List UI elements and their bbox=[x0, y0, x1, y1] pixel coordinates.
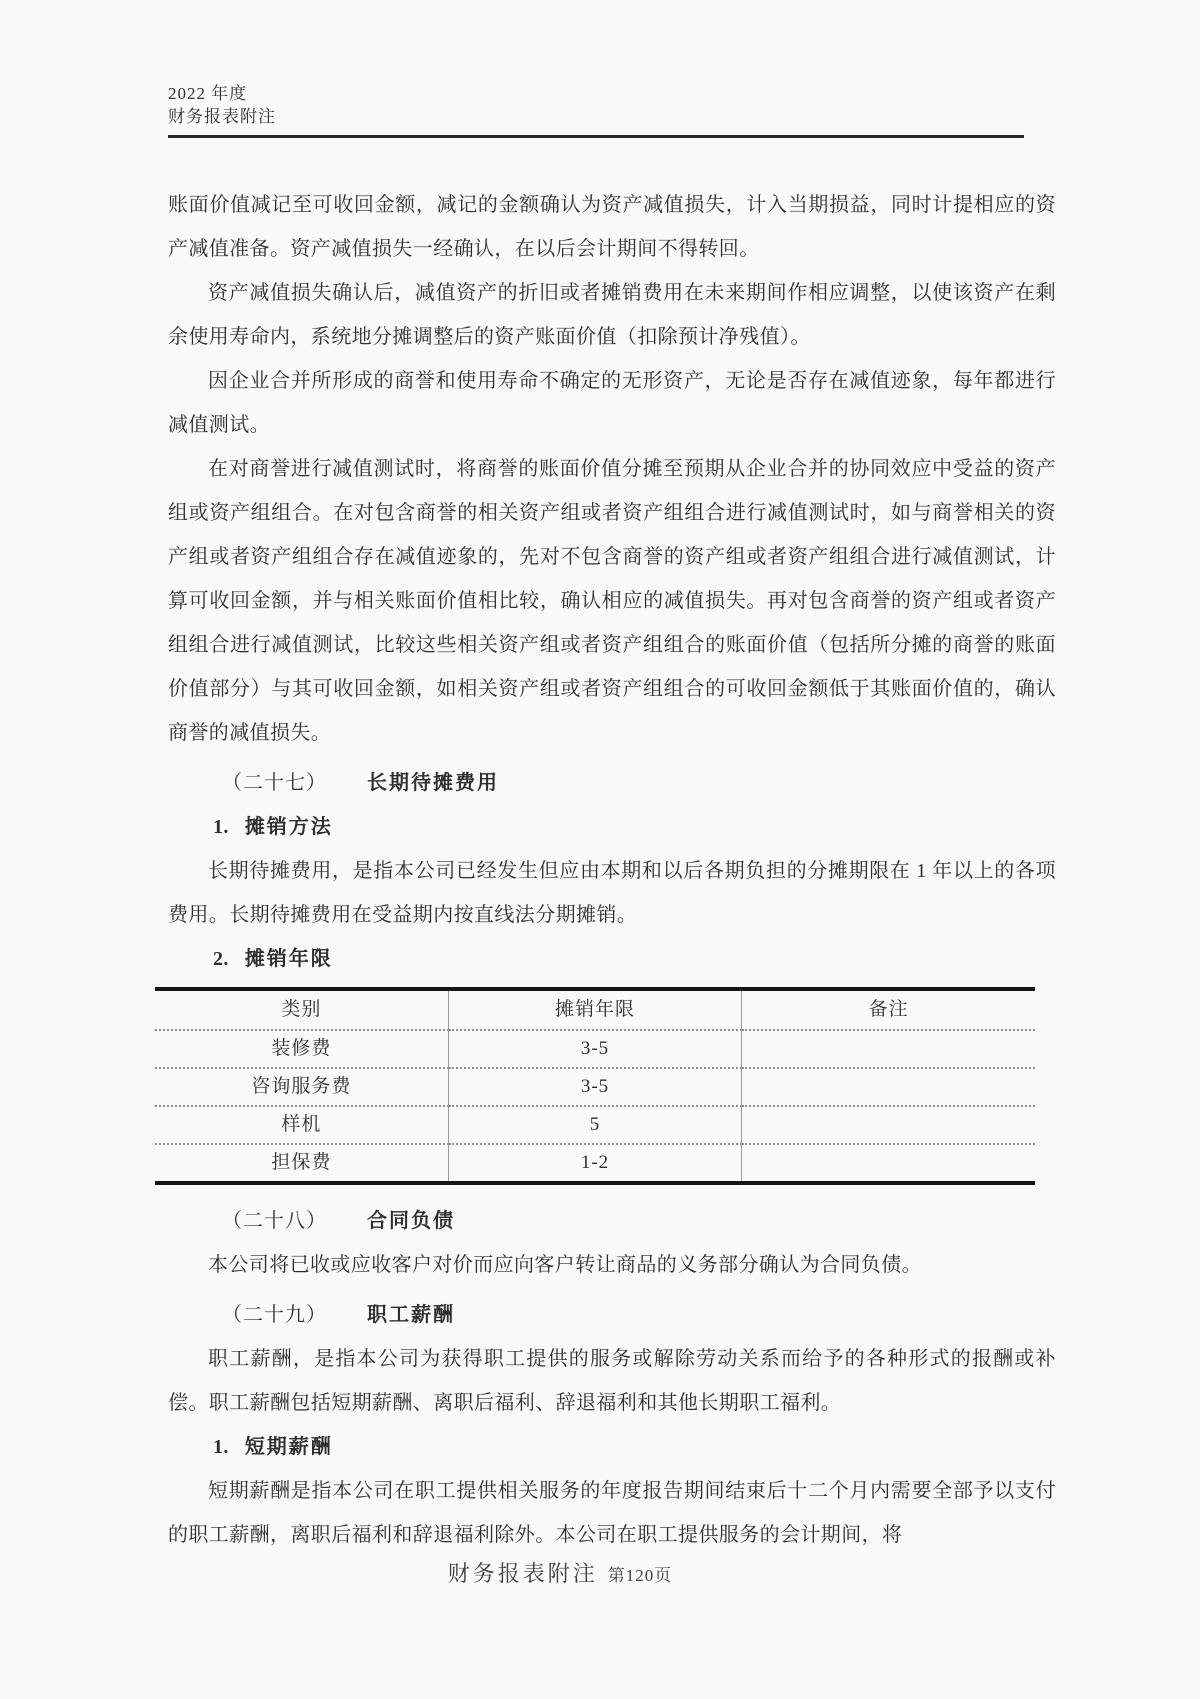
document-body bbox=[168, 183, 1056, 1557]
cell-category: 担保费 bbox=[271, 1152, 332, 1173]
paragraph-depreciation-adjustment: 资产减值损失确认后，减值资产的折旧或者摊销费用在未来期间作相应调整，以使该资产在剩余使用寿命内，系统地分摊调整后的资产账面价值（扣除预计净残值）。 bbox=[168, 282, 1056, 348]
table-header-category: 类别 bbox=[155, 989, 448, 1030]
cell-note bbox=[742, 1144, 1035, 1183]
footer-doc-title: 财务报表附注 bbox=[447, 1561, 598, 1586]
paragraph-contract-liability: 本公司将已收或应收客户对价而应向客户转让商品的义务部分确认为合同负债。 bbox=[208, 1254, 922, 1276]
table-head bbox=[155, 989, 1035, 1030]
table-body bbox=[155, 1030, 1035, 1183]
section-27-sub-2-heading bbox=[168, 937, 1056, 981]
cell-note bbox=[742, 1068, 1035, 1106]
cell-category: 咨询服务费 bbox=[155, 1068, 448, 1106]
cell-years: 1-2 bbox=[448, 1144, 741, 1183]
sub-heading-number: 1. bbox=[213, 1436, 229, 1458]
footer-page-number: 第120页 bbox=[607, 1566, 673, 1585]
page-header bbox=[168, 82, 1056, 138]
cell-years: 3-5 bbox=[448, 1068, 741, 1106]
section-28-heading bbox=[168, 1199, 1056, 1243]
table-row bbox=[155, 1030, 1035, 1068]
section-29-number: （二十九） bbox=[222, 1304, 327, 1326]
table-row bbox=[155, 1106, 1035, 1144]
cell-note bbox=[742, 1030, 1035, 1068]
header-year-line: 2022 年度 bbox=[168, 84, 248, 103]
paragraph-goodwill-test-method: 在对商誉进行减值测试时，将商誉的账面价值分摊至预期从企业合并的协同效应中受益的资产组或资产组组合。在对包含商誉的相关资产组或者资产组组合进行减值测试时，如与商誉相关的资产组或者资产组组合存在减值迹象的，先对不包含商誉的资产组或者资产组组合进行减值测试，计算可收回金额，并与相关账面价值相比较，确认相应的减值损失。再对包含商誉的资产组或者资产组组合进行减值测试，比较这些相关资产组或者资产组组合的账面价值（包括所分摊的商誉的账面价值部分）与其可收回金额，如相关资产组或者资产组组合的可收回金额低于其账面价值的，确认商誉的减值损失。 bbox=[168, 458, 1056, 744]
table-row bbox=[155, 1144, 1035, 1183]
sub-heading-title: 摊销方法 bbox=[244, 816, 333, 838]
paragraph-goodwill-annual-test: 因企业合并所形成的商誉和使用寿命不确定的无形资产，无论是否存在减值迹象，每年都进行减值测试。 bbox=[168, 370, 1056, 436]
sub-heading-number: 2. bbox=[213, 948, 229, 970]
cell-category: 装修费 bbox=[155, 1030, 448, 1068]
amortization-years-table bbox=[155, 987, 1035, 1185]
footer-content bbox=[448, 1557, 673, 1588]
section-28-number: （二十八） bbox=[222, 1210, 327, 1232]
header-doc-title: 财务报表附注 bbox=[168, 107, 276, 126]
cell-note bbox=[742, 1106, 1035, 1144]
section-29-heading bbox=[168, 1293, 1056, 1337]
sub-heading-number: 1. bbox=[213, 816, 229, 838]
section-29-title: 职工薪酬 bbox=[367, 1304, 455, 1326]
section-27-sub-1-heading bbox=[168, 805, 1056, 849]
paragraph-short-term-benefits: 短期薪酬是指本公司在职工提供相关服务的年度报告期间结束后十二个月内需要全部予以支付的职工薪酬，离职后福利和辞退福利除外。本公司在职工提供服务的会计期间，将 bbox=[168, 1480, 1056, 1546]
table-header-years: 摊销年限 bbox=[448, 989, 741, 1030]
cell-years: 5 bbox=[448, 1106, 741, 1144]
paragraph-employee-benefits: 职工薪酬，是指本公司为获得职工提供的服务或解除劳动关系而给予的各种形式的报酬或补偿。职工薪酬包括短期薪酬、离职后福利、辞退福利和其他长期职工福利。 bbox=[168, 1348, 1056, 1414]
paragraph-impairment-carryover: 账面价值减记至可收回金额，减记的金额确认为资产减值损失，计入当期损益，同时计提相应的资产减值准备。资产减值损失一经确认，在以后会计期间不得转回。 bbox=[168, 194, 1056, 260]
table-header-row bbox=[155, 989, 1035, 1030]
section-27-number: （二十七） bbox=[222, 772, 327, 794]
section-27-title: 长期待摊费用 bbox=[367, 772, 499, 794]
section-28-title: 合同负债 bbox=[367, 1210, 455, 1232]
cell-category: 样机 bbox=[155, 1106, 448, 1144]
sub-heading-title: 短期薪酬 bbox=[244, 1436, 333, 1458]
table-header-note: 备注 bbox=[742, 989, 1035, 1030]
section-29-sub-1-heading bbox=[168, 1425, 1056, 1469]
cell-years: 3-5 bbox=[448, 1030, 741, 1068]
sub-heading-title: 摊销年限 bbox=[244, 948, 333, 970]
table-row bbox=[155, 1068, 1035, 1106]
header-rule bbox=[168, 135, 1024, 138]
section-27-heading bbox=[168, 761, 1056, 805]
paragraph-amortization-method: 长期待摊费用，是指本公司已经发生但应由本期和以后各期负担的分摊期限在 1 年以上的各项费用。长期待摊费用在受益期内按直线法分期摊销。 bbox=[168, 860, 1056, 926]
page-footer bbox=[0, 1557, 1200, 1588]
